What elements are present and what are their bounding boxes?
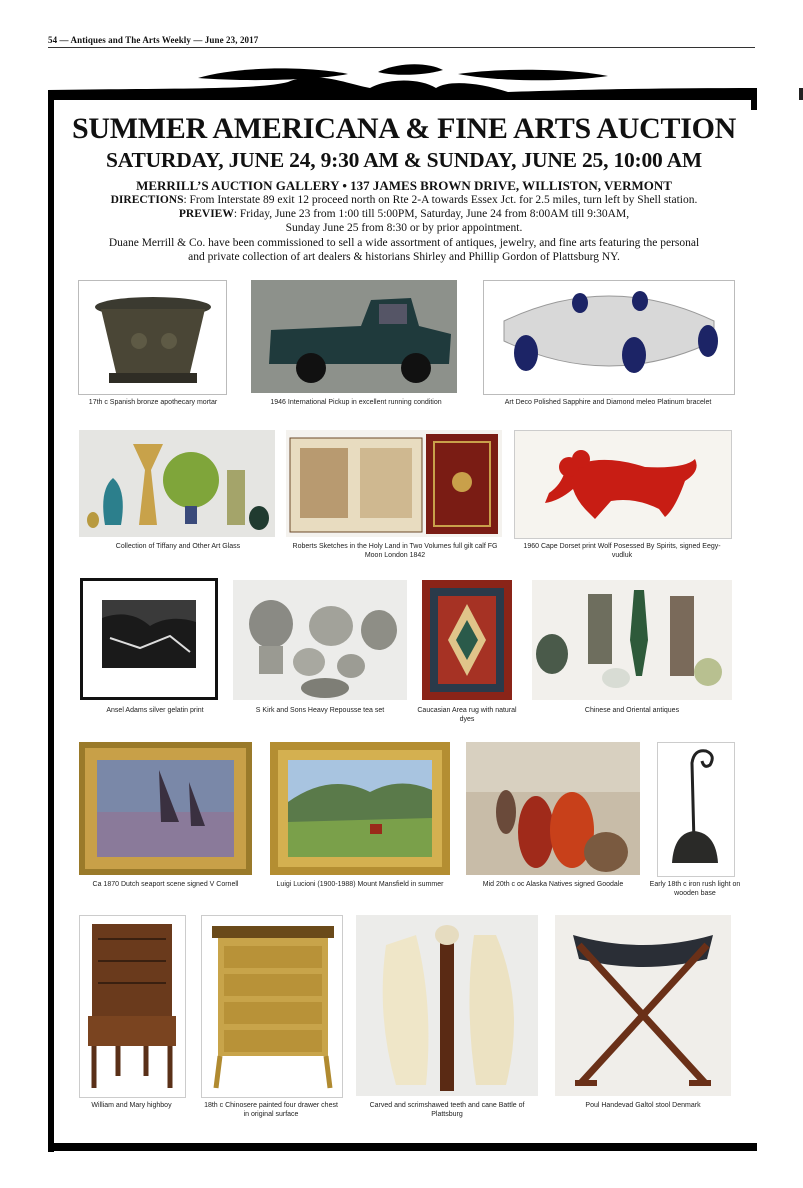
scrimshaw-photo [356, 915, 538, 1096]
roberts-sketches-photo [286, 430, 502, 537]
item-caption: Roberts Sketches in the Holy Land in Two Volumes full gilt calf FG Moon London 1842 [292, 543, 498, 559]
preview-line [54, 208, 754, 220]
preview-line-2: Sunday June 25 from 8:30 or by prior appointment. [285, 222, 523, 234]
item-caption: Luigi Lucioni (1900-1988) Mount Mansfield in summer [276, 881, 444, 888]
mount-mansfield-painting-photo [270, 742, 450, 875]
directions-text: : From Interstate 89 exit 12 proceed north on Rte 2-A towards Essex Jct. for 2.5 miles, turn left by Shell station. [183, 194, 698, 206]
caucasian-rug-photo [422, 580, 512, 700]
pickup-truck-photo [251, 280, 457, 393]
item-caption: Ca 1870 Dutch seaport scene signed V Cornell [92, 881, 239, 888]
alaska-natives-painting-photo [466, 742, 640, 875]
item-caption: Mid 20th c oc Alaska Natives signed Goodale [482, 881, 624, 888]
ansel-adams-photo [80, 578, 218, 700]
cape-dorset-print-photo [514, 430, 732, 539]
gallery-address: MERRILL’S AUCTION GALLERY • 137 JAMES BROWN DRIVE, WILLISTON, VERMONT [136, 178, 672, 193]
item-caption: Art Deco Polished Sapphire and Diamond meleo Platinum bracelet [504, 399, 712, 406]
preview-label: PREVIEW [178, 208, 234, 220]
item-caption: Ansel Adams silver gelatin print [106, 707, 204, 714]
running-head: 54 — Antiques and The Arts Weekly — June 23, 2017 [48, 35, 259, 45]
item-caption: Collection of Tiffany and Other Art Glass [115, 543, 241, 550]
art-glass-photo [79, 430, 275, 537]
item-caption: 1960 Cape Dorset print Wolf Posessed By Spirits, signed Eegy-vudluk [523, 543, 721, 559]
item-caption: 17th c Spanish bronze apothecary mortar [88, 399, 218, 406]
auction-title: SUMMER AMERICANA & FINE ARTS AUCTION [71, 112, 737, 145]
item-caption: William and Mary highboy [91, 1102, 172, 1109]
frame-right [751, 100, 757, 110]
description-line-2: and private collection of art dealers & historians Shirley and Phillip Gordon of Plattsburg NY. [188, 251, 620, 263]
item-caption: Caucasian Area rug with natural dyes [417, 707, 517, 723]
description-line-1: Duane Merrill & Co. have been commissioned to sell a wide assortment of antiques, jewelry, and fine arts featuring the personal [108, 237, 700, 249]
item-caption: 1946 International Pickup in excellent running condition [270, 399, 442, 406]
directions-line [54, 194, 754, 206]
mortar-photo [78, 280, 227, 395]
highboy-photo [79, 915, 186, 1098]
tea-set-photo [233, 580, 407, 700]
bracelet-photo [483, 280, 735, 395]
frame-bottom [48, 1143, 757, 1151]
auction-dates: SATURDAY, JUNE 24, 9:30 AM & SUNDAY, JUNE 25, 10:00 AM [105, 148, 703, 172]
item-caption: Early 18th c iron rush light on wooden base [649, 881, 741, 897]
header-rule [48, 47, 755, 48]
item-caption: Poul Handevad Galtol stool Denmark [585, 1102, 701, 1109]
directions-label: DIRECTIONS [110, 194, 184, 206]
item-caption: S Kirk and Sons Heavy Repousse tea set [255, 707, 385, 714]
item-caption: Chinese and Oriental antiques [584, 707, 680, 714]
chinoiserie-chest-photo [201, 915, 343, 1098]
edge-mark [799, 88, 803, 100]
chinese-antiques-photo [532, 580, 732, 700]
preview-text: : Friday, June 23 from 1:00 till 5:00PM, Saturday, June 24 from 8:00AM till 9:30AM, [233, 208, 630, 220]
item-caption: Carved and scrimshawed teeth and cane Battle of Plattsburg [369, 1102, 525, 1118]
dutch-seaport-painting-photo [79, 742, 252, 875]
item-caption: 18th c Chinosere painted four drawer chest in original surface [204, 1102, 338, 1118]
galtol-stool-photo [555, 915, 731, 1096]
rush-light-photo [657, 742, 735, 877]
decorative-border [48, 60, 757, 110]
